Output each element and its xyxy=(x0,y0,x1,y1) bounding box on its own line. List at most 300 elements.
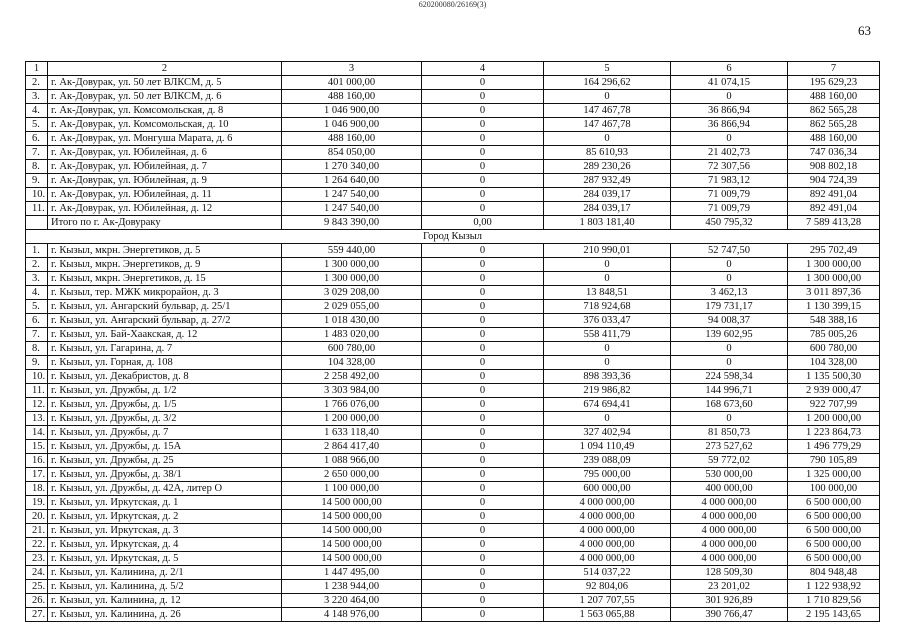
row-number-cell: 5. xyxy=(26,118,48,132)
column-number-1: 1 xyxy=(26,62,48,76)
municipal-budget-cell: 36 866,94 xyxy=(671,104,788,118)
row-number-cell: 15. xyxy=(26,440,48,454)
address-cell: г. Ак-Довурак, ул. Юбилейная, д. 7 xyxy=(48,160,282,174)
table-row xyxy=(26,300,880,314)
municipal-budget-cell: 23 201,02 xyxy=(671,580,788,594)
regional-budget-cell: 327 402,94 xyxy=(544,426,671,440)
total-cost-cell: 1 046 900,00 xyxy=(282,104,422,118)
address-cell: г. Ак-Довурак, ул. 50 лет ВЛКСМ, д. 5 xyxy=(48,76,282,90)
municipal-budget-cell: 179 731,17 xyxy=(671,300,788,314)
owners-funds-cell: 1 130 399,15 xyxy=(788,300,880,314)
fund-share-cell: 0 xyxy=(422,566,544,580)
row-number-cell: 6. xyxy=(26,132,48,146)
row-number-cell: 27. xyxy=(26,608,48,622)
total-cost-subtotal-cell: 9 843 390,00 xyxy=(282,216,422,230)
fund-share-cell: 0 xyxy=(422,132,544,146)
regional-budget-cell: 13 848,51 xyxy=(544,286,671,300)
municipal-budget-cell: 0 xyxy=(671,356,788,370)
regional-budget-cell: 4 000 000,00 xyxy=(544,496,671,510)
fund-share-cell: 0 xyxy=(422,76,544,90)
municipal-budget-cell: 390 766,47 xyxy=(671,608,788,622)
total-cost-cell: 854 050,00 xyxy=(282,146,422,160)
fund-share-cell: 0 xyxy=(422,202,544,216)
row-number-cell: 16. xyxy=(26,454,48,468)
row-number-cell: 25. xyxy=(26,580,48,594)
row-number-cell: 2. xyxy=(26,76,48,90)
total-cost-cell: 1 088 966,00 xyxy=(282,454,422,468)
address-cell: г. Кызыл, ул. Гагарина, д. 7 xyxy=(48,342,282,356)
row-number-cell: 3. xyxy=(26,90,48,104)
regional-budget-cell: 1 207 707,55 xyxy=(544,594,671,608)
table-row xyxy=(26,342,880,356)
fund-share-cell: 0 xyxy=(422,174,544,188)
total-cost-cell: 1 447 495,00 xyxy=(282,566,422,580)
regional-budget-cell: 514 037,22 xyxy=(544,566,671,580)
total-cost-cell: 1 238 944,00 xyxy=(282,580,422,594)
municipal-budget-cell: 71 983,12 xyxy=(671,174,788,188)
fund-share-cell: 0 xyxy=(422,608,544,622)
row-number-cell: 5. xyxy=(26,300,48,314)
owners-funds-cell: 2 195 143,65 xyxy=(788,608,880,622)
address-cell: г. Ак-Довурак, ул. Юбилейная, д. 6 xyxy=(48,146,282,160)
regional-budget-cell: 376 033,47 xyxy=(544,314,671,328)
regional-budget-cell: 210 990,01 xyxy=(544,244,671,258)
owners-funds-cell: 100 000,00 xyxy=(788,482,880,496)
table-row xyxy=(26,90,880,104)
owners-funds-cell: 904 724,39 xyxy=(788,174,880,188)
total-cost-cell: 1 247 540,00 xyxy=(282,202,422,216)
fund-share-cell: 0 xyxy=(422,272,544,286)
table-row xyxy=(26,538,880,552)
owners-funds-cell: 922 707,99 xyxy=(788,398,880,412)
table-row xyxy=(26,370,880,384)
fund-share-subtotal-cell: 0,00 xyxy=(422,216,544,230)
fund-share-cell: 0 xyxy=(422,160,544,174)
regional-budget-cell: 558 411,79 xyxy=(544,328,671,342)
address-cell: г. Кызыл, ул. Декабристов, д. 8 xyxy=(48,370,282,384)
address-cell: г. Кызыл, мкрн. Энергетиков, д. 9 xyxy=(48,258,282,272)
table-row xyxy=(26,160,880,174)
municipal-budget-cell: 144 996,71 xyxy=(671,384,788,398)
total-cost-cell: 401 000,00 xyxy=(282,76,422,90)
fund-share-cell: 0 xyxy=(422,552,544,566)
subtotal-row xyxy=(26,216,880,230)
municipal-budget-subtotal-cell: 450 795,32 xyxy=(671,216,788,230)
address-cell: г. Кызыл, ул. Калинина, д. 5/2 xyxy=(48,580,282,594)
total-cost-cell: 1 018 430,00 xyxy=(282,314,422,328)
fund-share-cell: 0 xyxy=(422,356,544,370)
owners-funds-cell: 1 300 000,00 xyxy=(788,258,880,272)
municipal-budget-cell: 4 000 000,00 xyxy=(671,552,788,566)
fund-share-cell: 0 xyxy=(422,370,544,384)
total-cost-cell: 14 500 000,00 xyxy=(282,496,422,510)
owners-funds-cell: 6 500 000,00 xyxy=(788,552,880,566)
municipal-budget-cell: 168 673,60 xyxy=(671,398,788,412)
owners-funds-cell: 6 500 000,00 xyxy=(788,538,880,552)
municipal-budget-cell: 81 850,73 xyxy=(671,426,788,440)
fund-share-cell: 0 xyxy=(422,286,544,300)
address-cell: г. Ак-Довурак, ул. Монгуша Марата, д. 6 xyxy=(48,132,282,146)
table-row xyxy=(26,482,880,496)
regional-budget-cell: 289 230,26 xyxy=(544,160,671,174)
row-number-cell: 7. xyxy=(26,328,48,342)
total-cost-cell: 488 160,00 xyxy=(282,90,422,104)
municipal-budget-cell: 4 000 000,00 xyxy=(671,510,788,524)
owners-funds-cell: 862 565,28 xyxy=(788,118,880,132)
table-row xyxy=(26,174,880,188)
address-cell: г. Кызыл, ул. Иркутская, д. 5 xyxy=(48,552,282,566)
municipal-budget-cell: 72 307,56 xyxy=(671,160,788,174)
owners-funds-cell: 1 122 938,92 xyxy=(788,580,880,594)
document-code: 620200080/26169(3) xyxy=(418,0,487,9)
regional-budget-cell: 4 000 000,00 xyxy=(544,538,671,552)
table-row xyxy=(26,118,880,132)
row-number-cell: 24. xyxy=(26,566,48,580)
total-cost-cell: 1 483 020,00 xyxy=(282,328,422,342)
row-number-cell: 17. xyxy=(26,468,48,482)
column-number-6: 6 xyxy=(671,62,788,76)
regional-budget-cell: 0 xyxy=(544,132,671,146)
column-number-2: 2 xyxy=(48,62,282,76)
table-row xyxy=(26,524,880,538)
municipal-budget-cell: 0 xyxy=(671,342,788,356)
row-number-cell: 23. xyxy=(26,552,48,566)
owners-funds-cell: 1 496 779,29 xyxy=(788,440,880,454)
total-cost-cell: 1 300 000,00 xyxy=(282,258,422,272)
total-cost-cell: 488 160,00 xyxy=(282,132,422,146)
municipal-budget-cell: 0 xyxy=(671,272,788,286)
address-cell: г. Кызыл, ул. Дружбы, д. 42А, литер О xyxy=(48,482,282,496)
address-cell: г. Кызыл, ул. Иркутская, д. 1 xyxy=(48,496,282,510)
total-cost-cell: 2 029 055,00 xyxy=(282,300,422,314)
table-row xyxy=(26,566,880,580)
municipal-budget-cell: 21 402,73 xyxy=(671,146,788,160)
fund-share-cell: 0 xyxy=(422,384,544,398)
address-cell: г. Кызыл, ул. Дружбы, д. 1/5 xyxy=(48,398,282,412)
regional-budget-cell: 1 563 065,88 xyxy=(544,608,671,622)
row-number-cell: 7. xyxy=(26,146,48,160)
owners-funds-cell: 747 036,34 xyxy=(788,146,880,160)
municipal-budget-cell: 0 xyxy=(671,412,788,426)
owners-funds-cell: 6 500 000,00 xyxy=(788,510,880,524)
address-cell: г. Кызыл, ул. Иркутская, д. 3 xyxy=(48,524,282,538)
address-cell: г. Кызыл, ул. Калинина, д. 26 xyxy=(48,608,282,622)
total-cost-cell: 3 303 984,00 xyxy=(282,384,422,398)
total-cost-cell: 3 029 208,00 xyxy=(282,286,422,300)
table-row xyxy=(26,286,880,300)
owners-funds-cell: 6 500 000,00 xyxy=(788,496,880,510)
address-cell: г. Кызыл, тер. МЖК микрорайон, д. 3 xyxy=(48,286,282,300)
total-cost-cell: 1 633 118,40 xyxy=(282,426,422,440)
fund-share-cell: 0 xyxy=(422,328,544,342)
total-cost-cell: 4 148 976,00 xyxy=(282,608,422,622)
row-number-cell: 9. xyxy=(26,174,48,188)
municipal-budget-cell: 4 000 000,00 xyxy=(671,524,788,538)
row-number-cell: 2. xyxy=(26,258,48,272)
regional-budget-cell: 284 039,17 xyxy=(544,188,671,202)
fund-share-cell: 0 xyxy=(422,510,544,524)
address-cell: г. Кызыл, ул. Калинина, д. 12 xyxy=(48,594,282,608)
budget-table xyxy=(25,61,880,622)
address-cell: г. Кызыл, ул. Иркутская, д. 2 xyxy=(48,510,282,524)
table-row xyxy=(26,552,880,566)
row-number-cell: 6. xyxy=(26,314,48,328)
table-row xyxy=(26,384,880,398)
address-cell: г. Ак-Довурак, ул. Комсомольская, д. 8 xyxy=(48,104,282,118)
row-number-cell: 9. xyxy=(26,356,48,370)
total-cost-cell: 14 500 000,00 xyxy=(282,538,422,552)
fund-share-cell: 0 xyxy=(422,104,544,118)
table-row xyxy=(26,398,880,412)
municipal-budget-cell: 4 000 000,00 xyxy=(671,496,788,510)
address-cell: г. Ак-Довурак, ул. Юбилейная, д. 12 xyxy=(48,202,282,216)
row-number-cell: 20. xyxy=(26,510,48,524)
table-row xyxy=(26,412,880,426)
row-number-cell: 19. xyxy=(26,496,48,510)
owners-funds-cell: 548 388,16 xyxy=(788,314,880,328)
address-cell: г. Кызыл, ул. Ангарский бульвар, д. 27/2 xyxy=(48,314,282,328)
page-number: 63 xyxy=(858,23,871,38)
address-cell: г. Кызыл, ул. Дружбы, д. 1/2 xyxy=(48,384,282,398)
row-number-cell: 11. xyxy=(26,202,48,216)
table-row xyxy=(26,202,880,216)
fund-share-cell: 0 xyxy=(422,314,544,328)
column-number-3: 3 xyxy=(282,62,422,76)
regional-budget-cell: 284 039,17 xyxy=(544,202,671,216)
municipal-budget-cell: 3 462,13 xyxy=(671,286,788,300)
address-cell: г. Кызыл, ул. Ангарский бульвар, д. 25/1 xyxy=(48,300,282,314)
regional-budget-cell: 85 610,93 xyxy=(544,146,671,160)
row-number-cell: 8. xyxy=(26,342,48,356)
address-cell: г. Кызыл, ул. Дружбы, д. 7 xyxy=(48,426,282,440)
address-cell: г. Кызыл, ул. Горная, д. 108 xyxy=(48,356,282,370)
fund-share-cell: 0 xyxy=(422,524,544,538)
fund-share-cell: 0 xyxy=(422,300,544,314)
fund-share-cell: 0 xyxy=(422,398,544,412)
table-row xyxy=(26,314,880,328)
address-cell: г. Ак-Довурак, ул. Юбилейная, д. 11 xyxy=(48,188,282,202)
owners-funds-cell: 1 223 864,73 xyxy=(788,426,880,440)
municipal-budget-cell: 94 008,37 xyxy=(671,314,788,328)
owners-funds-cell: 6 500 000,00 xyxy=(788,524,880,538)
total-cost-cell: 2 650 000,00 xyxy=(282,468,422,482)
regional-budget-cell: 0 xyxy=(544,356,671,370)
regional-budget-cell: 4 000 000,00 xyxy=(544,524,671,538)
address-cell: г. Кызыл, мкрн. Энергетиков, д. 15 xyxy=(48,272,282,286)
address-cell: г. Кызыл, ул. Дружбы, д. 15А xyxy=(48,440,282,454)
total-cost-cell: 104 328,00 xyxy=(282,356,422,370)
fund-share-cell: 0 xyxy=(422,188,544,202)
address-cell: г. Кызыл, ул. Калинина, д. 2/1 xyxy=(48,566,282,580)
fund-share-cell: 0 xyxy=(422,342,544,356)
owners-funds-cell: 195 629,23 xyxy=(788,76,880,90)
municipal-budget-cell: 128 509,30 xyxy=(671,566,788,580)
municipal-budget-cell: 36 866,94 xyxy=(671,118,788,132)
total-cost-cell: 1 247 540,00 xyxy=(282,188,422,202)
row-number-cell: 22. xyxy=(26,538,48,552)
regional-budget-cell: 147 467,78 xyxy=(544,118,671,132)
owners-funds-cell: 488 160,00 xyxy=(788,132,880,146)
table-row xyxy=(26,258,880,272)
fund-share-cell: 0 xyxy=(422,468,544,482)
address-subtotal-cell: Итого по г. Ак-Довураку xyxy=(48,216,282,230)
fund-share-cell: 0 xyxy=(422,594,544,608)
total-cost-cell: 1 766 076,00 xyxy=(282,398,422,412)
address-cell: г. Кызыл, мкрн. Энергетиков, д. 5 xyxy=(48,244,282,258)
row-number-cell: 21. xyxy=(26,524,48,538)
municipal-budget-cell: 530 000,00 xyxy=(671,468,788,482)
table-row xyxy=(26,146,880,160)
table-row xyxy=(26,496,880,510)
regional-budget-cell: 600 000,00 xyxy=(544,482,671,496)
owners-funds-cell: 862 565,28 xyxy=(788,104,880,118)
total-cost-cell: 600 780,00 xyxy=(282,342,422,356)
fund-share-cell: 0 xyxy=(422,538,544,552)
owners-funds-cell: 1 710 829,56 xyxy=(788,594,880,608)
regional-budget-cell: 0 xyxy=(544,412,671,426)
table-row xyxy=(26,132,880,146)
column-number-4: 4 xyxy=(422,62,544,76)
owners-funds-cell: 785 005,26 xyxy=(788,328,880,342)
address-cell: г. Кызыл, ул. Иркутская, д. 4 xyxy=(48,538,282,552)
fund-share-cell: 0 xyxy=(422,244,544,258)
regional-budget-cell: 239 088,09 xyxy=(544,454,671,468)
fund-share-cell: 0 xyxy=(422,482,544,496)
table-row xyxy=(26,594,880,608)
row-number-cell: 26. xyxy=(26,594,48,608)
regional-budget-cell: 92 804,06 xyxy=(544,580,671,594)
address-cell: г. Кызыл, ул. Дружбы, д. 3/2 xyxy=(48,412,282,426)
total-cost-cell: 1 264 640,00 xyxy=(282,174,422,188)
municipal-budget-cell: 0 xyxy=(671,132,788,146)
fund-share-cell: 0 xyxy=(422,412,544,426)
table-body xyxy=(26,62,880,622)
row-number-cell: 14. xyxy=(26,426,48,440)
owners-funds-cell: 908 802,18 xyxy=(788,160,880,174)
row-number-cell: 13. xyxy=(26,412,48,426)
table-row xyxy=(26,188,880,202)
municipal-budget-cell: 301 926,89 xyxy=(671,594,788,608)
regional-budget-cell: 0 xyxy=(544,258,671,272)
regional-budget-cell: 0 xyxy=(544,272,671,286)
column-number-row xyxy=(26,62,880,76)
total-cost-cell: 14 500 000,00 xyxy=(282,524,422,538)
total-cost-cell: 1 300 000,00 xyxy=(282,272,422,286)
table-row xyxy=(26,454,880,468)
row-number-cell: 8. xyxy=(26,160,48,174)
row-number-cell: 12. xyxy=(26,398,48,412)
table-row xyxy=(26,440,880,454)
total-cost-cell: 1 100 000,00 xyxy=(282,482,422,496)
section-title: Город Кызыл xyxy=(26,230,880,244)
total-cost-cell: 559 440,00 xyxy=(282,244,422,258)
table-row xyxy=(26,328,880,342)
column-number-7: 7 xyxy=(788,62,880,76)
row-number-cell: 3. xyxy=(26,272,48,286)
regional-budget-subtotal-cell: 1 803 181,40 xyxy=(544,216,671,230)
owners-funds-cell: 488 160,00 xyxy=(788,90,880,104)
row-number-cell: 18. xyxy=(26,482,48,496)
fund-share-cell: 0 xyxy=(422,426,544,440)
municipal-budget-cell: 273 527,62 xyxy=(671,440,788,454)
table-row xyxy=(26,608,880,622)
row-number-cell: 4. xyxy=(26,104,48,118)
municipal-budget-cell: 139 602,95 xyxy=(671,328,788,342)
municipal-budget-cell: 0 xyxy=(671,258,788,272)
table-row xyxy=(26,510,880,524)
address-cell: г. Ак-Довурак, ул. Юбилейная, д. 9 xyxy=(48,174,282,188)
address-cell: г. Кызыл, ул. Дружбы, д. 38/1 xyxy=(48,468,282,482)
row-number-cell: 1. xyxy=(26,244,48,258)
regional-budget-cell: 0 xyxy=(544,342,671,356)
municipal-budget-cell: 59 772,02 xyxy=(671,454,788,468)
table-row xyxy=(26,272,880,286)
fund-share-cell: 0 xyxy=(422,258,544,272)
total-cost-cell: 14 500 000,00 xyxy=(282,552,422,566)
address-cell: г. Ак-Довурак, ул. Комсомольская, д. 10 xyxy=(48,118,282,132)
fund-share-cell: 0 xyxy=(422,496,544,510)
regional-budget-cell: 795 000,00 xyxy=(544,468,671,482)
row-number-cell: 11. xyxy=(26,384,48,398)
owners-funds-cell: 1 135 500,30 xyxy=(788,370,880,384)
owners-funds-cell: 104 328,00 xyxy=(788,356,880,370)
total-cost-cell: 14 500 000,00 xyxy=(282,510,422,524)
owners-funds-cell: 3 011 897,36 xyxy=(788,286,880,300)
owners-funds-cell: 790 105,89 xyxy=(788,454,880,468)
owners-funds-cell: 1 200 000,00 xyxy=(788,412,880,426)
row-number-cell: 10. xyxy=(26,370,48,384)
owners-funds-cell: 804 948,48 xyxy=(788,566,880,580)
municipal-budget-cell: 400 000,00 xyxy=(671,482,788,496)
table-row xyxy=(26,580,880,594)
owners-funds-subtotal-cell: 7 589 413,28 xyxy=(788,216,880,230)
row-number-subtotal-cell xyxy=(26,216,48,230)
total-cost-cell: 3 220 464,00 xyxy=(282,594,422,608)
owners-funds-cell: 2 939 000,47 xyxy=(788,384,880,398)
municipal-budget-cell: 4 000 000,00 xyxy=(671,538,788,552)
municipal-budget-cell: 224 598,34 xyxy=(671,370,788,384)
fund-share-cell: 0 xyxy=(422,454,544,468)
table-row xyxy=(26,468,880,482)
address-cell: г. Кызыл, ул. Дружбы, д. 25 xyxy=(48,454,282,468)
regional-budget-cell: 0 xyxy=(544,90,671,104)
total-cost-cell: 2 258 492,00 xyxy=(282,370,422,384)
regional-budget-cell: 718 924,68 xyxy=(544,300,671,314)
row-number-cell: 4. xyxy=(26,286,48,300)
owners-funds-cell: 892 491,04 xyxy=(788,188,880,202)
municipal-budget-cell: 41 074,15 xyxy=(671,76,788,90)
municipal-budget-cell: 71 009,79 xyxy=(671,202,788,216)
regional-budget-cell: 164 296,62 xyxy=(544,76,671,90)
total-cost-cell: 2 864 417,40 xyxy=(282,440,422,454)
total-cost-cell: 1 200 000,00 xyxy=(282,412,422,426)
regional-budget-cell: 4 000 000,00 xyxy=(544,552,671,566)
regional-budget-cell: 287 932,49 xyxy=(544,174,671,188)
table-row xyxy=(26,426,880,440)
owners-funds-cell: 600 780,00 xyxy=(788,342,880,356)
address-cell: г. Ак-Довурак, ул. 50 лет ВЛКСМ, д. 6 xyxy=(48,90,282,104)
table-row xyxy=(26,356,880,370)
regional-budget-cell: 219 986,82 xyxy=(544,384,671,398)
total-cost-cell: 1 270 340,00 xyxy=(282,160,422,174)
municipal-budget-cell: 71 009,79 xyxy=(671,188,788,202)
regional-budget-cell: 147 467,78 xyxy=(544,104,671,118)
table-row xyxy=(26,244,880,258)
owners-funds-cell: 1 300 000,00 xyxy=(788,272,880,286)
regional-budget-cell: 674 694,41 xyxy=(544,398,671,412)
fund-share-cell: 0 xyxy=(422,118,544,132)
regional-budget-cell: 898 393,36 xyxy=(544,370,671,384)
